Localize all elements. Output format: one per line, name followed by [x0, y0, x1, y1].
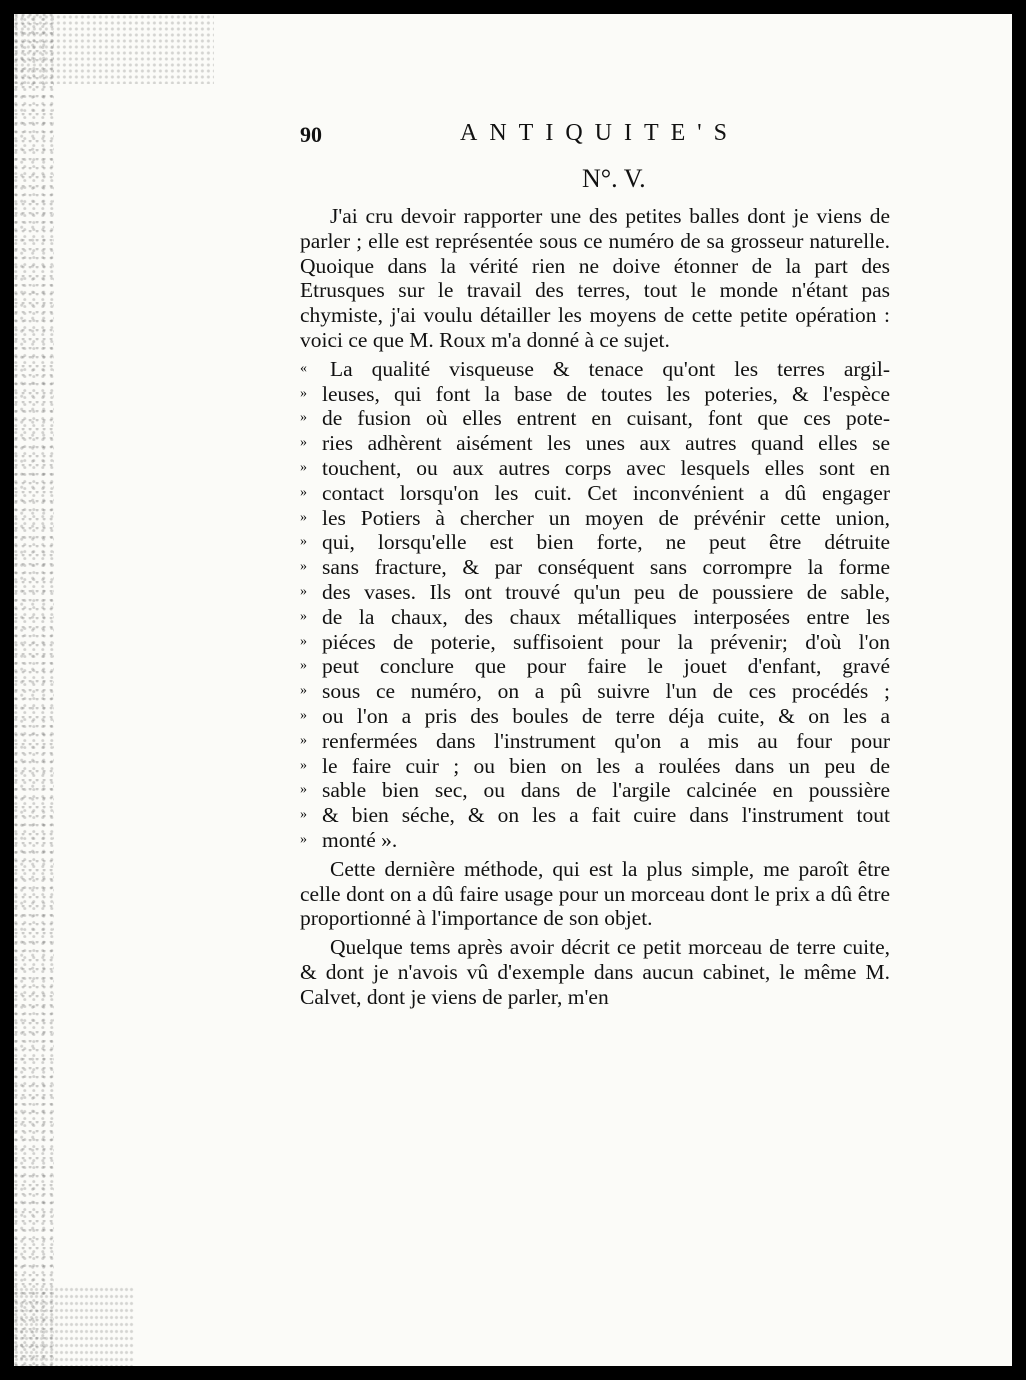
- quote-line: » piéces de poterie, suffisoient pour la prévenir; d'où l'on: [300, 629, 890, 654]
- quote-cont-mark: »: [300, 459, 307, 475]
- quote-line: » touchent, ou aux autres corps avec lesquels elles sont en: [300, 455, 890, 480]
- quote-cont-mark: »: [300, 534, 307, 550]
- quote-cont-mark: »: [300, 484, 307, 500]
- quote-cont-mark: »: [300, 683, 307, 699]
- quote-line: » ou l'on a pris des boules de terre déja cuite, & on les a: [300, 703, 890, 728]
- paragraph-method: Cette dernière méthode, qui est la plus simple, me paroît être celle dont on a dû faire usage pour un morceau dont le prix a dû être proportionné à l'importance de son objet.: [300, 856, 890, 931]
- quote-line: » le faire cuir ; ou bien on les a roulées dans un peu de: [300, 753, 890, 778]
- quote-line: » de fusion où elles entrent en cuisant, font que ces pote-: [300, 406, 890, 431]
- quote-cont-mark: »: [300, 658, 307, 674]
- quote-cont-mark: »: [300, 509, 307, 525]
- quote-line: » des vases. Ils ont trouvé qu'un peu de poussiere de sable,: [300, 579, 890, 604]
- quote-line: » leuses, qui font la base de toutes les poteries, & l'espèce: [300, 381, 890, 406]
- quote-line: » sable bien sec, ou dans de l'argile calcinée en poussière: [300, 778, 890, 803]
- quote-line: » & bien séche, & on les a fait cuire dans l'instrument tout: [300, 803, 890, 828]
- quote-line: » qui, lorsqu'elle est bien forte, ne peut être détruite: [300, 530, 890, 555]
- quote-line: » sans fracture, & par conséquent sans corrompre la forme: [300, 555, 890, 580]
- quote-line: » de la chaux, des chaux métalliques interposées entre les: [300, 604, 890, 629]
- quote-cont-mark: »: [300, 410, 307, 426]
- quote-line: » renfermées dans l'instrument qu'on a mis au four pour: [300, 728, 890, 753]
- quote-line: » sous ce numéro, on a pû suivre l'un de ces procédés ;: [300, 679, 890, 704]
- quote-line: » peut conclure que pour faire le jouet d'enfant, gravé: [300, 654, 890, 679]
- quote-line: » les Potiers à chercher un moyen de prévénir cette union,: [300, 505, 890, 530]
- quote-cont-mark: »: [300, 757, 307, 773]
- quote-cont-mark: »: [300, 633, 307, 649]
- quote-cont-mark: »: [300, 608, 307, 624]
- quote-cont-mark: »: [300, 435, 307, 451]
- section-number: N°. V.: [582, 164, 646, 193]
- paragraph-intro: J'ai cru devoir rapporter une des petites balles dont je viens de parler ; elle est représentée sous ce numéro de sa grosseur naturelle. Quoique dans la vérité rien ne doive étonner de la part des Etrusques sur le travail des terres, tout le monde n'étant pas chymiste, j'ai voulu détailler les moyens de cette petite opération : voici ce que M. Roux m'a donné à ce sujet.: [300, 204, 890, 352]
- body-text: [300, 204, 890, 1014]
- running-head: ANTIQUITE'S: [460, 120, 739, 146]
- quote-cont-mark: »: [300, 807, 307, 823]
- paragraph-calvet: Quelque tems après avoir décrit ce petit morceau de terre cuite, & dont je n'avois vû d'exemple dans aucun cabinet, le même M. Calvet, dont je viens de parler, m'en: [300, 935, 890, 1009]
- page-number: 90: [300, 122, 322, 147]
- quote-cont-mark: »: [300, 583, 307, 599]
- scan-noise-top: [14, 14, 214, 84]
- quote-cont-mark: »: [300, 707, 307, 723]
- quote-cont-mark: »: [300, 732, 307, 748]
- scan-noise-bottom: [14, 1286, 134, 1366]
- quote-line: » contact lorsqu'on les cuit. Cet inconvénient a dû engager: [300, 480, 890, 505]
- quotation: [300, 357, 890, 853]
- scan-noise-left: [14, 14, 54, 1366]
- quote-cont-mark: »: [300, 782, 307, 798]
- quote-line: » ries adhèrent aisément les unes aux autres quand elles se: [300, 431, 890, 456]
- scanned-page: [14, 14, 1012, 1366]
- quote-cont-mark: »: [300, 385, 307, 401]
- quote-cont-mark: »: [300, 831, 307, 847]
- quote-line: « La qualité visqueuse & tenace qu'ont les terres argil-: [300, 356, 890, 381]
- quote-cont-mark: »: [300, 559, 307, 575]
- quote-line: » monté ».: [300, 827, 398, 852]
- quote-open-mark: «: [300, 360, 307, 376]
